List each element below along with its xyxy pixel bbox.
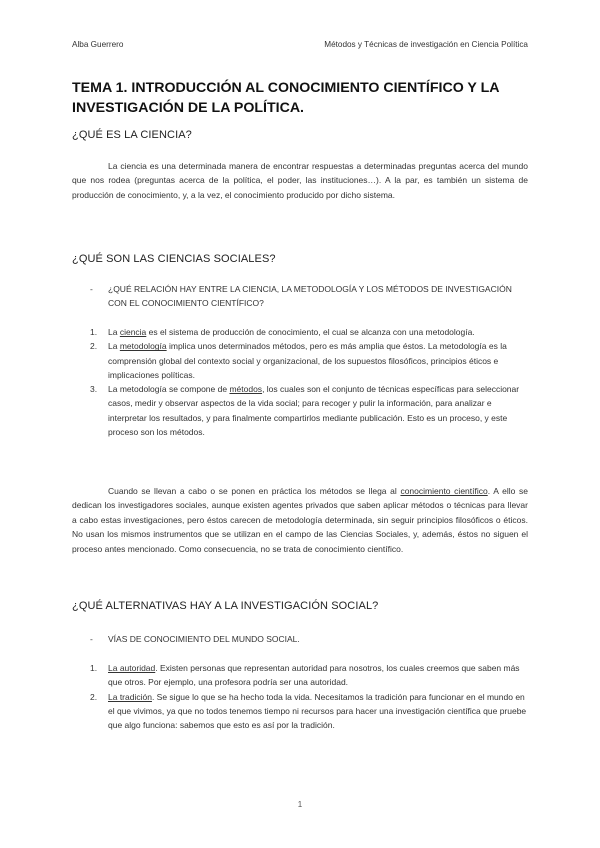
- list-item: [90, 661, 528, 690]
- dash-item-text: ¿QUÉ RELACIÓN HAY ENTRE LA CIENCIA, LA METODOLOGÍA Y LOS MÉTODOS DE INVESTIGACIÓN CON EL CONOCIMIENTO CIENTÍFICO?: [108, 284, 512, 309]
- dash-bullet: -: [90, 284, 93, 294]
- list-number: 1.: [90, 663, 98, 673]
- list-item-text: . Se sigue lo que se ha hecho toda la vida. Necesitamos la tradición para funcionar en el mundo en el que vivimos, ya que no todos tenemos tiempo ni recursos para hacer una investigación científica que pruebe que algo funciona: sabemos que esto es así por la tradición.: [108, 691, 527, 731]
- paragraph-text: Cuando se llevan a cabo o se ponen en práctica los métodos se llega al: [108, 486, 401, 496]
- list-item-text: es el sistema de producción de conocimiento, el cual se alcanza con una metodología.: [146, 327, 475, 337]
- paragraph-ciencia: [72, 159, 528, 202]
- paragraph-ciencia-text: La ciencia es una determinada manera de encontrar respuestas a determinadas preguntas acerca del mundo que nos rodea (preguntas acerca de la política, el poder, las instituciones…). A la par, es también un sistema de producción de conocimiento, y, a la vez, el conocimiento producido por dicho sistema.: [72, 161, 528, 200]
- list-item: [90, 690, 528, 733]
- underlined-term: métodos: [229, 384, 263, 395]
- list-item: [90, 325, 528, 339]
- list-item-text: , los cuales son el conjunto de técnicas específicas para seleccionar casos, medir y observar aspectos de la vida social; para recoger y pulir la información, para analizar e interpretar los resultados, y para finalmente compartirlos mediante publicación. Esto es un proceso, y este proceso son los métodos.: [108, 384, 520, 438]
- dash-list-item: [90, 632, 528, 646]
- list-item-text: implica unos determinados métodos, pero es más amplia que éstos. La metodología es la comprensión global del contexto social y organizacional, de los supuestos filosóficos, principios éticos e implicaciones políticas.: [108, 341, 507, 380]
- list-number: 2.: [90, 691, 98, 702]
- list-number: 1.: [90, 327, 98, 337]
- underlined-term: ciencia: [119, 327, 147, 337]
- underlined-term: La tradición: [108, 691, 152, 702]
- list-number: 2.: [90, 341, 98, 352]
- document-title: TEMA 1. INTRODUCCIÓN AL CONOCIMIENTO CIENTÍFICO Y LA INVESTIGACIÓN DE LA POLÍTICA.: [72, 80, 499, 116]
- list-item: [90, 382, 528, 439]
- section-heading-que-es-la-ciencia: ¿QUÉ ES LA CIENCIA?: [72, 129, 192, 141]
- dash-list-item: [90, 282, 528, 310]
- list-item-text: La: [108, 341, 120, 352]
- numbered-list-metodologia: [90, 325, 528, 439]
- list-item: [90, 339, 528, 382]
- list-item-text: La metodología se compone de: [108, 384, 230, 395]
- list-number: 3.: [90, 384, 98, 395]
- numbered-list-vias: [90, 661, 528, 732]
- paragraph-conocimiento-cientifico: [72, 484, 528, 556]
- section-heading-ciencias-sociales: ¿QUÉ SON LAS CIENCIAS SOCIALES?: [72, 253, 276, 265]
- underlined-term: conocimiento científico: [400, 486, 488, 496]
- header-author: Alba Guerrero: [72, 40, 124, 49]
- list-item-text: . Existen personas que representan autoridad para nosotros, los cuales creemos que saben más que otros. Por ejemplo, una profesora podría ser una autoridad.: [108, 663, 520, 688]
- header-course: Métodos y Técnicas de investigación en Ciencia Política: [324, 40, 528, 49]
- list-item-text: La: [108, 327, 120, 337]
- page-number: 1: [297, 800, 303, 809]
- dash-bullet: -: [90, 634, 93, 644]
- paragraph-text: . A ello se dedican los investigadores sociales, aunque existen agentes privados que saben aplicar métodos o técnicas para llevar a cabo estas investigaciones, pero éstos carecen de metodología determinada, sin seguir principios filosóficos o éticos. No usan los mismos instrumentos que se utilizan en el campo de las Ciencias Sociales, y, además, éstos no siguen el proceso antes mencionado. Como consecuencia, no se trata de conocimiento científico.: [72, 486, 528, 554]
- section-heading-alternativas: ¿QUÉ ALTERNATIVAS HAY A LA INVESTIGACIÓN SOCIAL?: [72, 600, 379, 612]
- underlined-term: La autoridad: [108, 663, 156, 673]
- dash-item-text: VÍAS DE CONOCIMIENTO DEL MUNDO SOCIAL.: [108, 634, 300, 644]
- underlined-term: metodología: [119, 341, 167, 352]
